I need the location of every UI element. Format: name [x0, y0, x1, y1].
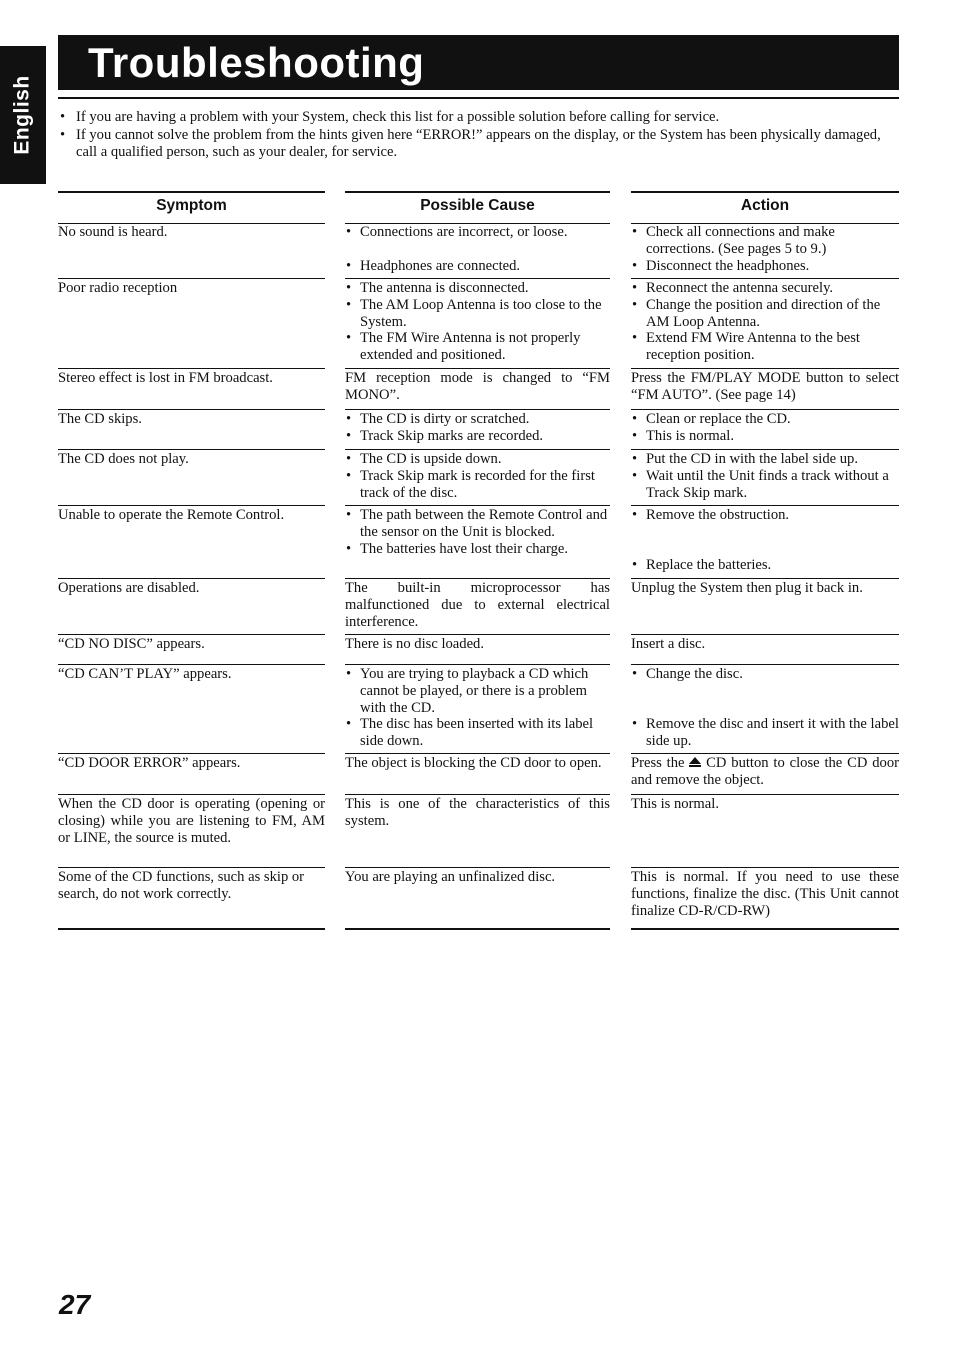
cause-cell — [345, 506, 610, 579]
action-text-after: CD button to close the CD door and remove the object. — [631, 755, 899, 788]
cause-item: • The FM Wire Antenna is not properly extended and positioned. — [345, 330, 610, 364]
cause-cell: The built-in microprocessor has malfunctioned due to external electrical interference. — [345, 579, 610, 635]
table-row — [58, 279, 899, 369]
cause-cell: You are playing an unfinalized disc. — [345, 868, 610, 930]
cause-item: • Connections are incorrect, or loose. — [345, 224, 610, 241]
action-cell: This is normal. — [631, 795, 899, 868]
symptom-cell: Unable to operate the Remote Control. — [58, 506, 325, 579]
action-item: • Disconnect the headphones. — [631, 258, 899, 275]
cause-item: • The disc has been inserted with its label side down. — [345, 716, 610, 750]
cause-cell — [345, 279, 610, 369]
symptom-cell: Stereo effect is lost in FM broadcast. — [58, 369, 325, 410]
cause-cell: FM reception mode is changed to “FM MONO”. — [345, 369, 610, 410]
table-row — [58, 868, 899, 930]
action-cell — [631, 506, 899, 579]
action-cell: Insert a disc. — [631, 635, 899, 665]
table-header — [58, 191, 899, 223]
language-tab-label: English — [11, 75, 34, 155]
action-item: • Put the CD in with the label side up. — [631, 451, 899, 468]
action-cell — [631, 410, 899, 450]
cause-item: • Track Skip mark is recorded for the first track of the disc. — [345, 468, 610, 502]
action-item: • Remove the obstruction. — [631, 507, 899, 524]
table-row — [58, 795, 899, 868]
table-row — [58, 506, 899, 579]
page-title: Troubleshooting — [88, 39, 425, 86]
cause-cell — [345, 665, 610, 754]
header-symptom: Symptom — [58, 191, 325, 224]
symptom-cell: The CD skips. — [58, 410, 325, 450]
cause-item: • The antenna is disconnected. — [345, 280, 610, 297]
action-item: • Reconnect the antenna securely. — [631, 280, 899, 297]
action-cell — [631, 279, 899, 369]
cause-cell: There is no disc loaded. — [345, 635, 610, 665]
action-cell — [631, 665, 899, 754]
action-cell: Unplug the System then plug it back in. — [631, 579, 899, 635]
symptom-cell: No sound is heard. — [58, 223, 325, 279]
action-item: • Check all connections and make corrections. (See pages 5 to 9.) — [631, 224, 899, 258]
cause-item: • Track Skip marks are recorded. — [345, 428, 610, 445]
table-row — [58, 665, 899, 754]
header-action: Action — [631, 191, 899, 224]
action-item: • Change the position and direction of the AM Loop Antenna. — [631, 297, 899, 331]
header-cause: Possible Cause — [345, 191, 610, 224]
table-row — [58, 635, 899, 665]
cause-cell — [345, 223, 610, 279]
action-cell — [631, 450, 899, 506]
action-cell: Press the FM/PLAY MODE button to select “FM AUTO”. (See page 14) — [631, 369, 899, 410]
troubleshooting-table — [58, 191, 899, 930]
symptom-cell: Operations are disabled. — [58, 579, 325, 635]
title-divider — [58, 97, 899, 99]
intro-item: • If you are having a problem with your System, check this list for a possible solution before calling for service. — [58, 109, 899, 127]
table-row — [58, 754, 899, 795]
symptom-cell: “CD DOOR ERROR” appears. — [58, 754, 325, 795]
cause-item: • The CD is dirty or scratched. — [345, 411, 610, 428]
cause-cell — [345, 450, 610, 506]
table-row — [58, 450, 899, 506]
cause-item: • The batteries have lost their charge. — [345, 541, 610, 558]
table-row — [58, 223, 899, 279]
title-bar — [58, 35, 899, 90]
symptom-cell: When the CD door is operating (opening or closing) while you are listening to FM, AM or LINE, the source is muted. — [58, 795, 325, 868]
symptom-cell: The CD does not play. — [58, 450, 325, 506]
cause-item: • You are trying to playback a CD which cannot be played, or there is a problem with the CD. — [345, 666, 610, 716]
page-number: 27 — [59, 1289, 91, 1320]
action-cell: This is normal. If you need to use these functions, finalize the disc. (This Unit cannot finalize CD-R/CD-RW) — [631, 868, 899, 930]
action-item: • Change the disc. — [631, 666, 899, 683]
action-item: • Extend FM Wire Antenna to the best reception position. — [631, 330, 899, 364]
symptom-cell: “CD NO DISC” appears. — [58, 635, 325, 665]
action-item: • Remove the disc and insert it with the label side up. — [631, 716, 899, 750]
cause-item: • The CD is upside down. — [345, 451, 610, 468]
cause-cell — [345, 410, 610, 450]
cause-cell: The object is blocking the CD door to open. — [345, 754, 610, 795]
action-item: • Replace the batteries. — [631, 557, 899, 574]
symptom-cell: Some of the CD functions, such as skip or search, do not work correctly. — [58, 868, 325, 930]
cause-item: • Headphones are connected. — [345, 258, 610, 275]
symptom-cell: “CD CAN’T PLAY” appears. — [58, 665, 325, 754]
table-row — [58, 410, 899, 450]
intro-item: • If you cannot solve the problem from the hints given here “ERROR!” appears on the display, or the System has been physically damaged, call a qualified person, such as your dealer, for service. — [58, 127, 899, 162]
symptom-cell: Poor radio reception — [58, 279, 325, 369]
cause-item: • The path between the Remote Control and the sensor on the Unit is blocked. — [345, 507, 610, 541]
action-text-before: Press the — [631, 755, 685, 771]
cause-item: • The AM Loop Antenna is too close to the System. — [345, 297, 610, 331]
action-cell — [631, 223, 899, 279]
action-item: • Clean or replace the CD. — [631, 411, 899, 428]
table-row — [58, 369, 899, 410]
action-item: • This is normal. — [631, 428, 899, 445]
language-tab — [0, 46, 46, 184]
action-item: • Wait until the Unit finds a track without a Track Skip mark. — [631, 468, 899, 502]
action-cell — [631, 754, 899, 795]
intro-list — [58, 109, 899, 162]
eject-icon — [689, 757, 701, 764]
cause-cell: This is one of the characteristics of this system. — [345, 795, 610, 868]
table-row — [58, 579, 899, 635]
